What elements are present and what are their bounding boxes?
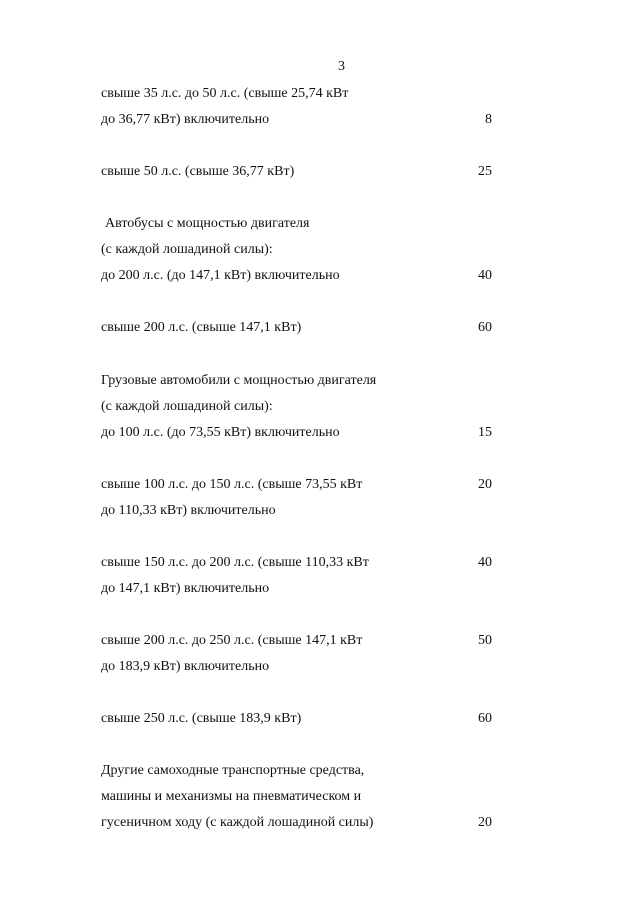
- entry-value: 20: [478, 477, 492, 492]
- entry-text-line: свыше 250 л.с. (свыше 183,9 кВт): [101, 711, 302, 726]
- entry-value: 50: [478, 633, 492, 648]
- entry-value: 40: [478, 555, 492, 570]
- section-heading: Грузовые автомобили с мощностью двигателя: [101, 373, 377, 388]
- entry-text-line: свыше 200 л.с. (свыше 147,1 кВт): [101, 320, 302, 335]
- entry-value: 20: [478, 815, 492, 830]
- entry-text-line: до 200 л.с. (до 147,1 кВт) включительно: [101, 268, 340, 283]
- page-number: 3: [338, 59, 345, 74]
- entry-value: 60: [478, 320, 492, 335]
- section-heading: Автобусы с мощностью двигателя: [105, 216, 310, 231]
- entry-text-line: машины и механизмы на пневматическом и: [101, 789, 362, 804]
- entry-value: 15: [478, 425, 492, 440]
- entry-text-line: до 100 л.с. (до 73,55 кВт) включительно: [101, 425, 340, 440]
- entry-value: 8: [485, 112, 492, 127]
- entry-text-line: до 183,9 кВт) включительно: [101, 659, 270, 674]
- entry-text-line: свыше 35 л.с. до 50 л.с. (свыше 25,74 кВт: [101, 86, 349, 101]
- entry-text-line: (с каждой лошадиной силы):: [101, 242, 273, 257]
- entry-value: 40: [478, 268, 492, 283]
- entry-text-line: свыше 150 л.с. до 200 л.с. (свыше 110,33 кВт: [101, 555, 369, 570]
- entry-text-line: до 110,33 кВт) включительно: [101, 503, 276, 518]
- entry-text-line: свыше 100 л.с. до 150 л.с. (свыше 73,55 кВт: [101, 477, 363, 492]
- entry-text-line: свыше 200 л.с. до 250 л.с. (свыше 147,1 кВт: [101, 633, 363, 648]
- entry-text-line: до 36,77 кВт) включительно: [101, 112, 270, 127]
- entry-text-line: (с каждой лошадиной силы):: [101, 399, 273, 414]
- entry-value: 25: [478, 164, 492, 179]
- section-heading: Другие самоходные транспортные средства,: [101, 763, 365, 778]
- entry-text-line: свыше 50 л.с. (свыше 36,77 кВт): [101, 164, 295, 179]
- entry-text-line: гусеничном ходу (с каждой лошадиной силы): [101, 815, 374, 830]
- entry-text-line: до 147,1 кВт) включительно: [101, 581, 270, 596]
- entry-value: 60: [478, 711, 492, 726]
